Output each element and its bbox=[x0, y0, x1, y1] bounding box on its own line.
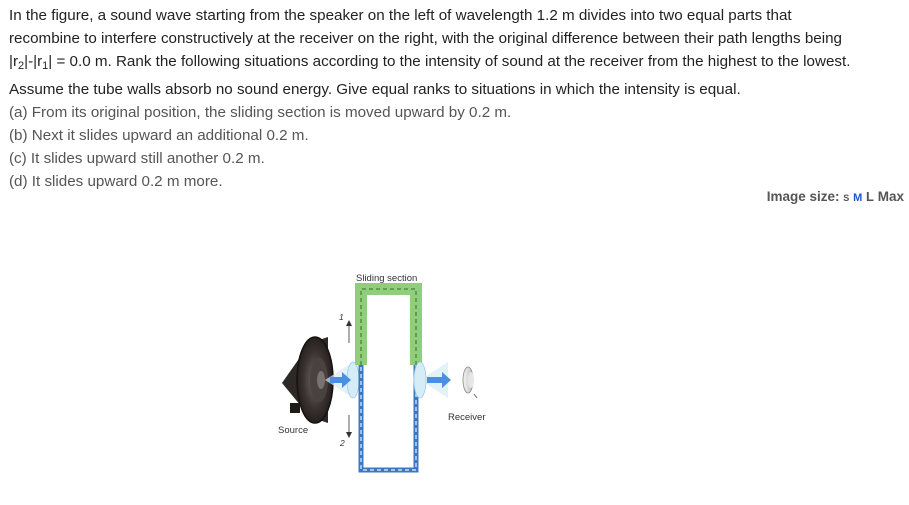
path-arrow-up-icon bbox=[346, 320, 352, 343]
source-label: Source bbox=[278, 425, 309, 436]
receiver-icon bbox=[463, 367, 477, 398]
subscript-2: 2 bbox=[18, 60, 25, 72]
image-size-max[interactable]: Max bbox=[877, 189, 904, 204]
sliding-section-label: Sliding section bbox=[356, 273, 418, 284]
image-size-m[interactable]: M bbox=[853, 192, 863, 204]
tube bbox=[361, 360, 416, 470]
question-text bbox=[9, 4, 904, 193]
part-c: (c) It slides upward still another 0.2 m. bbox=[9, 150, 265, 167]
part-d: (d) It slides upward 0.2 m more. bbox=[9, 173, 223, 190]
path-1-label: 1 bbox=[339, 312, 344, 322]
part-a: (a) From its original position, the sliding section is moved upward by 0.2 m. bbox=[9, 104, 512, 121]
question-parts bbox=[9, 101, 904, 193]
subscript-1: 1 bbox=[42, 60, 49, 72]
interference-figure bbox=[270, 265, 500, 485]
question-line-3 bbox=[9, 50, 904, 78]
image-size-label: Image size: bbox=[766, 189, 840, 204]
path-diff-suffix: | = 0.0 m. Rank the following situations according to the intensity of sound at the receiver from the highest to the lowest. bbox=[48, 53, 851, 70]
image-size-l[interactable]: L bbox=[866, 189, 874, 204]
figure-drawing bbox=[270, 265, 500, 485]
path-diff-mid: |-|r bbox=[24, 53, 43, 70]
part-b: (b) Next it slides upward an additional 0.2 m. bbox=[9, 127, 309, 144]
image-size-s[interactable]: S bbox=[843, 193, 850, 203]
question-line-1: In the figure, a sound wave starting from the speaker on the left of wavelength 1.2 m divides into two equal parts that bbox=[9, 7, 792, 24]
receiver-label: Receiver bbox=[448, 412, 486, 423]
question-line-2: recombine to interfere constructively at the receiver on the right, with the original difference between their path lengths being bbox=[9, 30, 842, 47]
sliding-section bbox=[361, 289, 416, 365]
question-line-4: Assume the tube walls absorb no sound energy. Give equal ranks to situations in which the intensity is equal. bbox=[9, 81, 741, 98]
path-2-label: 2 bbox=[340, 438, 345, 448]
image-size-control bbox=[767, 189, 904, 204]
path-diff-prefix: |r bbox=[9, 53, 19, 70]
path-arrow-down-icon bbox=[346, 415, 352, 438]
